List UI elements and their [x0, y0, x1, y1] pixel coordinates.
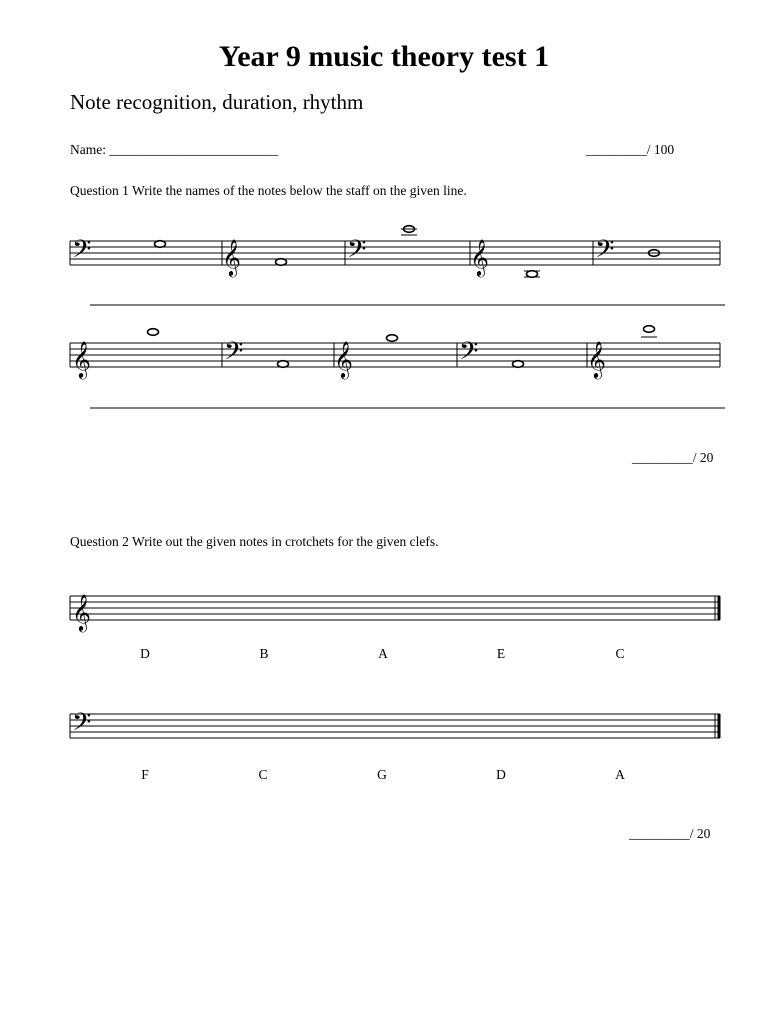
bass-clef-icon: 𝄢 — [347, 235, 367, 270]
total-score-field[interactable]: _________/ 100 — [586, 142, 675, 157]
staff-treble-q2 — [70, 596, 720, 620]
treble-note-label: E — [496, 646, 506, 661]
whole-note — [278, 361, 289, 368]
treble-note-label: A — [378, 646, 388, 661]
bass-note-label: G — [377, 767, 387, 782]
treble-clef-icon: 𝄞 — [334, 340, 353, 378]
treble-note-label: C — [615, 646, 625, 661]
treble-clef-icon: 𝄞 — [72, 593, 91, 631]
staff-bass-q2 — [70, 714, 720, 738]
treble-clef-icon: 𝄞 — [222, 238, 241, 276]
whole-note — [276, 259, 287, 266]
bass-clef-icon: 𝄢 — [459, 337, 479, 372]
bass-clef-icon: 𝄢 — [224, 337, 244, 372]
bass-note-label: A — [615, 767, 625, 782]
whole-note — [527, 271, 538, 278]
whole-note — [155, 241, 166, 248]
bass-note-label: D — [496, 767, 506, 782]
whole-note — [644, 326, 655, 333]
bass-clef-icon: 𝄢 — [72, 708, 92, 743]
bass-note-label: C — [258, 767, 268, 782]
treble-note-label: B — [259, 646, 269, 661]
treble-note-label: D — [140, 646, 150, 661]
staff-row-2 — [70, 343, 720, 367]
whole-note — [148, 329, 159, 336]
question-2-prompt: Question 2 Write out the given notes in crotchets for the given clefs. — [70, 534, 439, 549]
question-1-prompt: Question 1 Write the names of the notes below the staff on the given line. — [70, 183, 467, 198]
treble-clef-icon: 𝄞 — [470, 238, 489, 276]
staff-row-1 — [70, 241, 720, 265]
whole-note — [513, 361, 524, 368]
name-field[interactable]: Name: _________________________ — [70, 142, 279, 157]
bass-clef-icon: 𝄢 — [595, 235, 615, 270]
page-subtitle: Note recognition, duration, rhythm — [70, 90, 364, 114]
question-2-score[interactable]: _________/ 20 — [629, 826, 711, 841]
treble-clef-icon: 𝄞 — [72, 340, 91, 378]
bass-note-label: F — [141, 767, 149, 782]
bass-clef-icon: 𝄢 — [72, 235, 92, 270]
whole-note — [387, 335, 398, 342]
treble-clef-icon: 𝄞 — [587, 340, 606, 378]
question-1-score[interactable]: _________/ 20 — [632, 450, 714, 465]
page-title: Year 9 music theory test 1 — [218, 40, 550, 73]
